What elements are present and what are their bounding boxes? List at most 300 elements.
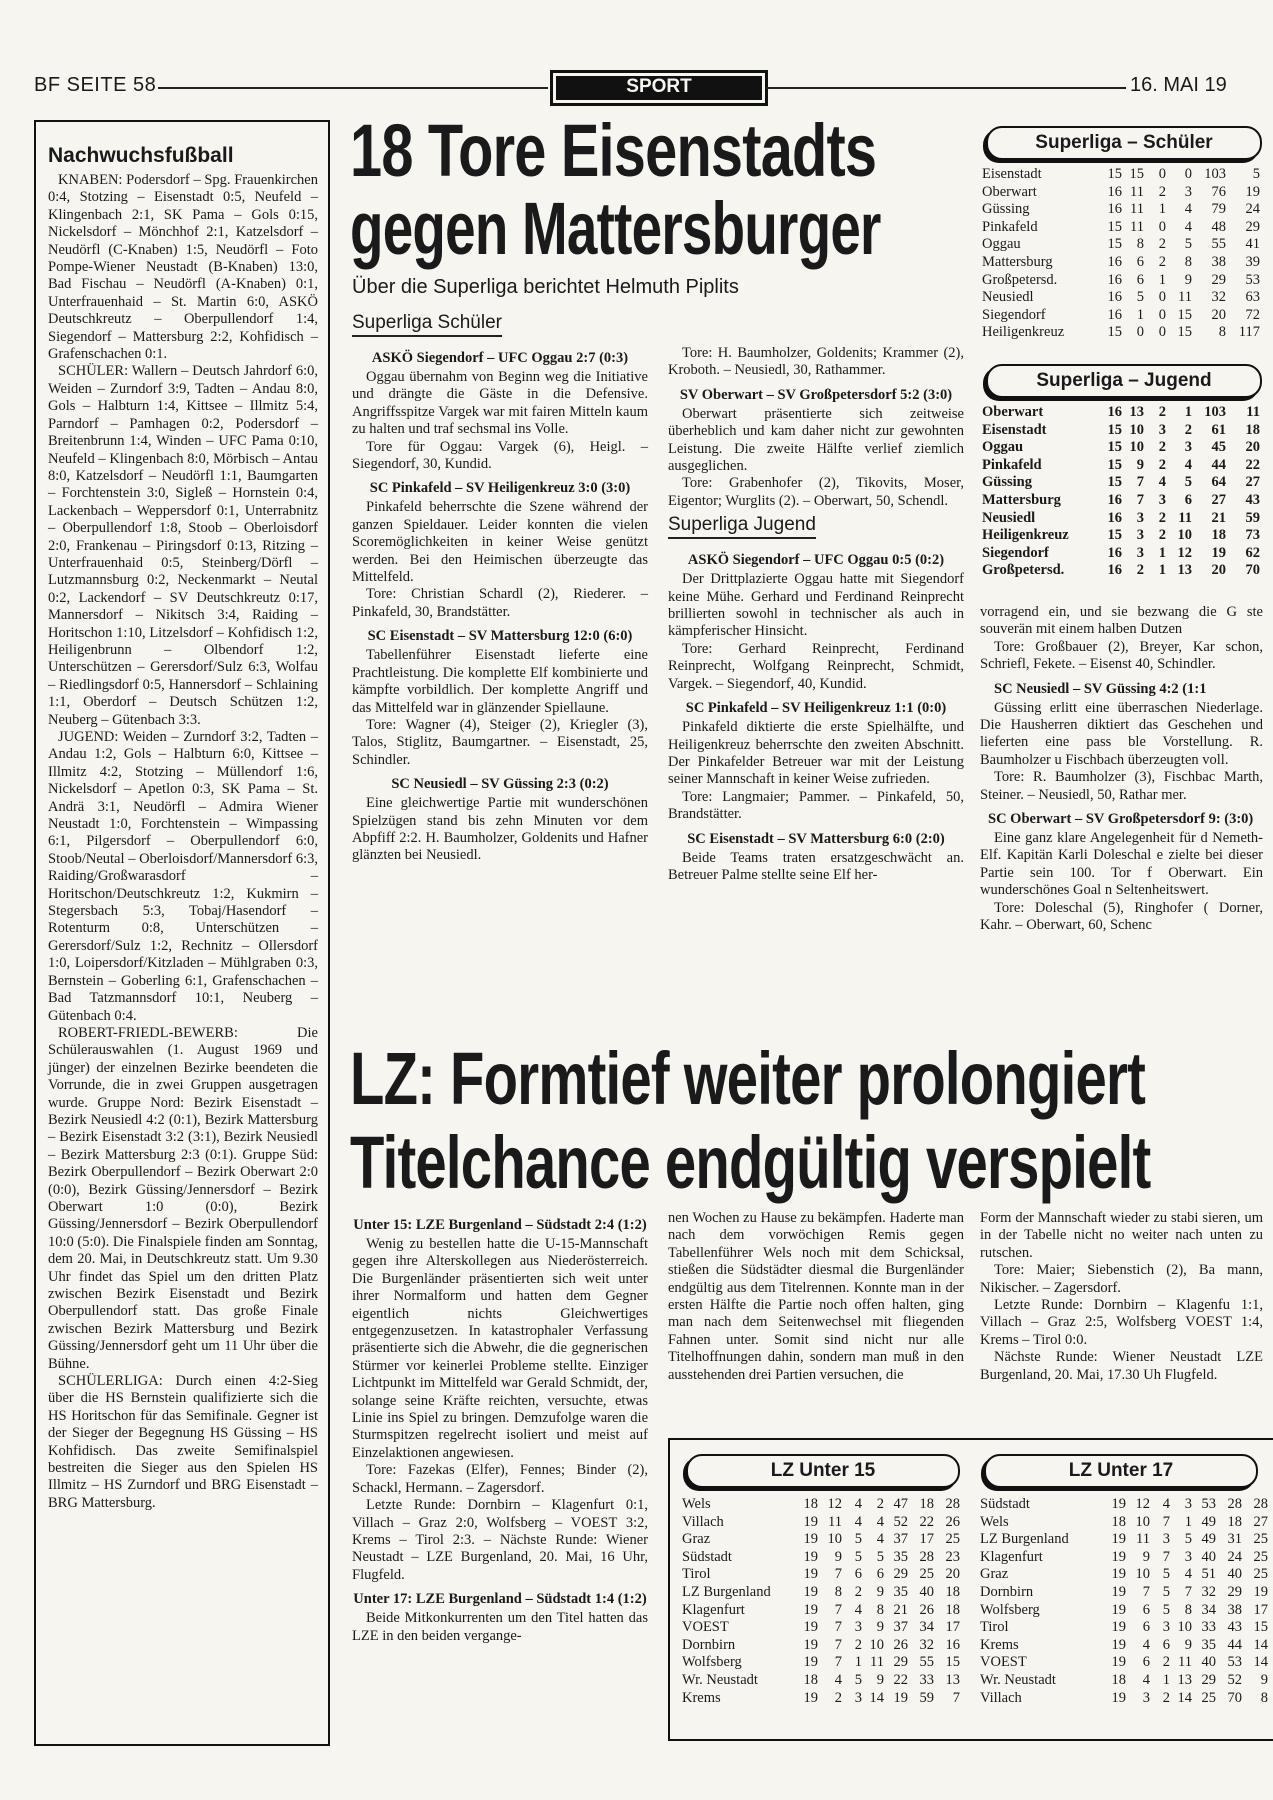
stat-cell: 28 bbox=[1253, 1496, 1268, 1512]
team-name: LZ Burgenland bbox=[980, 1531, 1069, 1548]
nachwuchs-jugend: JUGEND: Weiden – Zurndorf 3:2, Tadten – Andau 1:2, Gols – Halbturn 6:0, Kittsee – Illmitz 4:2, Stotzing – Müllendorf 1:6, Nickelsdorf – Apetlon 0:3, SK Pama – St. Andrä 3:1, Neudörfl – Admira Wiener Neustadt 1:0, Forchtenstein – Wimpassing 6:1, Pilgersdorf – Oberpullendorf 6:0, Stoob/Neutal – Oberloisdorf/Mannersdorf 6:3, Raiding/Großwarasdorf – Horitschon/Deutschkreutz 1:2, Kukmirn – Stegersbach 5:3, Tobaj/Hasendorf – Rotenturm 0:8, Unterschützen – Gerersdorf/Sulz 1:2, Rechnitz – Ollersdorf 1:0, Loipersdorf/Kitzladen – Mühlgraben 0:3, Bernstein – Goberling 6:1, Grafenschachen – Bad Tatzmannsdorf 10:1, Neuberg – Gütenbach 0:4. bbox=[48, 729, 318, 1024]
stat-cell: 35 bbox=[893, 1548, 908, 1565]
stat-cell: 8 bbox=[1136, 236, 1144, 253]
table-row bbox=[978, 1637, 1270, 1655]
team-name: Villach bbox=[682, 1513, 724, 1530]
stat-cell: 9 bbox=[1136, 456, 1144, 473]
team-name: Eisenstadt bbox=[982, 421, 1047, 438]
stat-cell: 29 bbox=[893, 1654, 908, 1671]
stat-cell: 18 bbox=[803, 1671, 818, 1688]
match-tore: Tore: H. Baumholzer, Goldenits; Krammer (2), Kroboth. – Neusiedl, 30, Rathammer. bbox=[668, 345, 964, 379]
stat-cell: 2 bbox=[834, 1689, 842, 1706]
stat-cell: 26 bbox=[945, 1513, 960, 1530]
team-name: Klagenfurt bbox=[682, 1601, 745, 1618]
stat-cell: 17 bbox=[919, 1531, 934, 1548]
stat-cell: 6 bbox=[876, 1566, 884, 1583]
team-name: Tirol bbox=[980, 1619, 1009, 1636]
stat-cell: 2 bbox=[1158, 439, 1166, 456]
stat-cell: 62 bbox=[1245, 544, 1260, 561]
stat-cell: 9 bbox=[1142, 1548, 1150, 1565]
stat-cell: 52 bbox=[893, 1513, 908, 1530]
match-head: SC Eisenstadt – SV Mattersburg 6:0 (2:0) bbox=[687, 830, 945, 847]
table-row bbox=[978, 1566, 1270, 1584]
stat-cell: 34 bbox=[919, 1619, 934, 1636]
stat-cell: 24 bbox=[1245, 201, 1260, 218]
team-name: Wels bbox=[682, 1496, 711, 1512]
match-text: Beide Teams traten ersatzgeschwächt an. Betreuer Palme stellte seine Elf her- bbox=[668, 849, 964, 883]
stat-cell: 52 bbox=[1227, 1671, 1242, 1688]
stat-cell: 17 bbox=[945, 1619, 960, 1636]
stat-cell: 18 bbox=[1111, 1513, 1126, 1530]
stat-cell: 16 bbox=[1107, 271, 1122, 288]
team-name: Großpetersd. bbox=[982, 271, 1058, 288]
team-name: Großpetersd. bbox=[982, 562, 1065, 579]
stat-cell: 15 bbox=[1107, 421, 1122, 438]
stat-cell: 2 bbox=[876, 1496, 884, 1512]
stat-cell: 3 bbox=[1136, 527, 1144, 544]
stat-cell: 1 bbox=[1184, 404, 1192, 420]
lz-tore: Tore: Fazekas (Elfer), Fennes; Binder (2), Schackl, Hermann. – Zagersdorf. bbox=[352, 1462, 648, 1496]
table-row bbox=[978, 1654, 1270, 1672]
stat-cell: 76 bbox=[1211, 183, 1226, 200]
stat-cell: 63 bbox=[1245, 289, 1260, 306]
stat-cell: 5 bbox=[876, 1548, 884, 1565]
stat-cell: 0 bbox=[1158, 306, 1166, 323]
stat-cell: 13 bbox=[1129, 404, 1144, 420]
stat-cell: 28 bbox=[1227, 1496, 1242, 1512]
stat-cell: 9 bbox=[1184, 1636, 1192, 1653]
stat-cell: 27 bbox=[1253, 1513, 1268, 1530]
stat-cell: 47 bbox=[893, 1496, 908, 1512]
stat-cell: 19 bbox=[1111, 1689, 1126, 1706]
table-row bbox=[980, 166, 1262, 184]
headline-1-line1: 18 Tore Eisenstadts bbox=[350, 109, 877, 192]
lz-text: Wenig zu bestellen hatte die U-15-Mannschaft gegen ihre Alterskollegen aus Niederösterreich. Die Burgenländer präsentierten sich weit unter ihrer Normalform und hatten dem Gegner eigentlich nichts Gleichwertiges entgegenzusetzen. In katastrophaler Verfassung präsentierte sich die Abwehr, die die gegnerischen Stürmer vor keinerlei Probleme stellte. Einziger Lichtpunkt im Mittelfeld war Gerald Schmidt, der, solange seine Kräfte reichten, versuchte, etwas Linie ins Spiel zu bringen. Demzufolge waren die Sturmspitzen regelrecht isoliert und meist auf Einzelaktionen angewiesen. bbox=[352, 1236, 648, 1461]
stat-cell: 5 bbox=[1252, 166, 1260, 182]
stat-cell: 20 bbox=[945, 1566, 960, 1583]
standings-table bbox=[680, 1496, 962, 1707]
team-name: Klagenfurt bbox=[980, 1548, 1043, 1565]
team-name: Oberwart bbox=[982, 404, 1044, 420]
team-name: Mattersburg bbox=[982, 253, 1053, 270]
stat-cell: 1 bbox=[1136, 306, 1144, 323]
stat-cell: 6 bbox=[1136, 253, 1144, 270]
stat-cell: 15 bbox=[1107, 166, 1122, 182]
stat-cell: 9 bbox=[1184, 271, 1192, 288]
table-row bbox=[978, 1584, 1270, 1602]
match-text: Pinkafeld beherrschte die Szene während der ganzen Spieldauer. Leider konnten die vielen Scoremöglichkeiten in keiner Weise genützt werden. Bei den Heimischen überzeugte das Mittelfeld. bbox=[352, 499, 648, 586]
stat-cell: 29 bbox=[1201, 1671, 1216, 1688]
team-name: Güssing bbox=[982, 201, 1030, 218]
stat-cell: 117 bbox=[1238, 324, 1260, 341]
stat-cell: 10 bbox=[1135, 1513, 1150, 1530]
stat-cell: 2 bbox=[854, 1583, 862, 1600]
table-row bbox=[980, 404, 1262, 422]
team-name: Krems bbox=[980, 1636, 1019, 1653]
match-head: Unter 15: LZE Burgenland – Südstadt 2:4 (1:2) bbox=[353, 1217, 647, 1233]
stat-cell: 37 bbox=[893, 1619, 908, 1636]
stat-cell: 73 bbox=[1245, 527, 1260, 544]
stat-cell: 11 bbox=[1130, 201, 1144, 218]
stat-cell: 16 bbox=[1107, 491, 1122, 508]
nachwuchs-box bbox=[34, 120, 330, 1746]
stat-cell: 43 bbox=[1227, 1619, 1242, 1636]
nachwuchs-knaben: KNABEN: Podersdorf – Spg. Frauenkirchen 0:4, Stotzing – Eisenstadt 0:5, Neufeld – Klingenbach 2:1, SK Pama – Gols 0:15, Nickelsdorf – Mönchhof 2:1, Katzelsdorf – Neudörfl (C-Knaben) 1:5, Neudörfl – Foto Pompe-Wiener Neustadt (B-Knaben) 13:0, Bad Fischau – Neudörfl (A-Knaben) 0:1, Unterfrauenhaid – St. Martin 6:0, ASKÖ Deutschkreutz – Oberpullendorf 1:4, Siegendorf – Mattersburg 2:2, Kohfidisch – Grafenschachen 0:1. bbox=[48, 172, 318, 363]
stat-cell: 18 bbox=[945, 1583, 960, 1600]
match-head: SC Pinkafeld – SV Heiligenkreuz 3:0 (3:0) bbox=[369, 480, 631, 497]
stat-cell: 18 bbox=[1211, 527, 1226, 544]
stat-cell: 25 bbox=[919, 1566, 934, 1583]
table-row bbox=[680, 1549, 962, 1567]
stat-cell: 18 bbox=[803, 1496, 818, 1512]
stat-cell: 26 bbox=[893, 1636, 908, 1653]
table-row bbox=[980, 184, 1262, 202]
match-tore: Tore: Grabenhofer (2), Tikovits, Moser, Eigentor; Wurglits (2). – Oberwart, 50, Schendl. bbox=[668, 475, 964, 509]
team-name: Dornbirn bbox=[682, 1636, 736, 1653]
stat-cell: 15 bbox=[945, 1654, 960, 1671]
lz-text: Form der Mannschaft wieder zu stabi sieren, um in der Tabelle nicht no weiter nach unten zu rutschen. bbox=[980, 1210, 1263, 1261]
team-name: Wolfsberg bbox=[980, 1601, 1040, 1618]
stat-cell: 19 bbox=[1111, 1531, 1126, 1548]
table-row bbox=[980, 545, 1262, 563]
stat-cell: 25 bbox=[1253, 1531, 1268, 1548]
table-row bbox=[680, 1637, 962, 1655]
stat-cell: 33 bbox=[919, 1671, 934, 1688]
headline-1-line2: gegen Mattersburger bbox=[350, 187, 881, 270]
stat-cell: 20 bbox=[1211, 306, 1226, 323]
stat-cell: 70 bbox=[1245, 562, 1260, 579]
lz-runde: Letzte Runde: Dornbirn – Klagenfu 1:1, Villach – Graz 2:5, Wolfsberg VOEST 1:4, Krems – Tirol 0:0. bbox=[980, 1297, 1263, 1348]
stat-cell: 2 bbox=[1158, 183, 1166, 200]
table-row bbox=[980, 492, 1262, 510]
table-row bbox=[978, 1619, 1270, 1637]
table-row bbox=[980, 510, 1262, 528]
stat-cell: 19 bbox=[803, 1654, 818, 1671]
stat-cell: 22 bbox=[893, 1671, 908, 1688]
stat-cell: 7 bbox=[834, 1654, 842, 1671]
stat-cell: 43 bbox=[1245, 491, 1260, 508]
table-schueler bbox=[980, 126, 1262, 342]
stat-cell: 19 bbox=[1111, 1496, 1126, 1512]
stat-cell: 53 bbox=[1201, 1496, 1216, 1512]
match-text: Pinkafeld diktierte die erste Spielhälfte, und Heiligenkreuz beherrschte den zweiten Abschnitt. Der Pinkafelder Betreuer war mit der Leistung seiner Mannschaft in keiner Weise zufrieden. bbox=[668, 719, 964, 788]
match-head: SC Neusiedl – SV Güssing 4:2 (1:1 bbox=[994, 680, 1207, 697]
stat-cell: 8 bbox=[1260, 1689, 1268, 1706]
stat-cell: 16 bbox=[1107, 562, 1122, 579]
table-title: LZ Unter 15 bbox=[686, 1454, 960, 1488]
table-title: Superliga – Jugend bbox=[986, 364, 1262, 398]
stat-cell: 19 bbox=[1211, 544, 1226, 561]
lz-text: nen Wochen zu Hause zu bekämpfen. Haderte man nach dem vorwöchigen Remis gegen Tabellenführer Wels noch mit dem Schicksal, stießen die Südstädter diesmal die Burgenländer endgültig aus dem Titelrennen. Konnte man in der ersten Hälfte die Partie noch offen halten, ging man nach dem Seitenwechsel mit fliegenden Fahnen unter. Somit sind nicht nur alle Titelhoffnungen dahin, sondern man muß in den ausstehenden drei Partien versuchen, die bbox=[668, 1210, 964, 1383]
stat-cell: 41 bbox=[1245, 236, 1260, 253]
lz-col-2 bbox=[668, 1210, 964, 1384]
stat-cell: 51 bbox=[1201, 1566, 1216, 1583]
table-row bbox=[980, 439, 1262, 457]
stat-cell: 19 bbox=[803, 1513, 818, 1530]
stat-cell: 39 bbox=[1245, 253, 1260, 270]
stat-cell: 7 bbox=[1184, 1583, 1192, 1600]
table-row bbox=[680, 1672, 962, 1690]
stat-cell: 13 bbox=[1177, 1671, 1192, 1688]
team-name: Siegendorf bbox=[982, 544, 1049, 561]
table-row bbox=[980, 254, 1262, 272]
match-text: Eine gleichwertige Partie mit wunderschönen Spielzügen stand bis zehn Minuten vor dem Abpfiff 2:2. H. Baumholzer, Goldenits und Hafner glänzten bei Neusiedl. bbox=[352, 795, 648, 864]
stat-cell: 3 bbox=[1158, 421, 1166, 438]
stat-cell: 20 bbox=[1211, 562, 1226, 579]
stat-cell: 19 bbox=[1111, 1583, 1126, 1600]
table-row bbox=[980, 307, 1262, 325]
stat-cell: 19 bbox=[893, 1689, 908, 1706]
stat-cell: 16 bbox=[1107, 289, 1122, 306]
stat-cell: 3 bbox=[1184, 439, 1192, 456]
stat-cell: 13 bbox=[945, 1671, 960, 1688]
stat-cell: 49 bbox=[1201, 1513, 1216, 1530]
match-tore: Tore für Oggau: Vargek (6), Heigl. – Siegendorf, 30, Kundid. bbox=[352, 438, 648, 473]
stat-cell: 19 bbox=[1111, 1654, 1126, 1671]
stat-cell: 4 bbox=[1184, 218, 1192, 235]
table-row bbox=[680, 1619, 962, 1637]
stat-cell: 3 bbox=[1162, 1531, 1170, 1548]
stat-cell: 11 bbox=[828, 1513, 842, 1530]
page-number: BF SEITE 58 bbox=[34, 74, 157, 96]
table-row bbox=[978, 1602, 1270, 1620]
table-row bbox=[980, 562, 1262, 580]
stat-cell: 25 bbox=[1253, 1548, 1268, 1565]
stat-cell: 5 bbox=[1162, 1583, 1170, 1600]
table-row bbox=[680, 1690, 962, 1708]
stat-cell: 6 bbox=[1184, 491, 1192, 508]
table-row bbox=[980, 236, 1262, 254]
stat-cell: 103 bbox=[1204, 404, 1226, 420]
match-text: Oberwart präsentierte sich zeitweise überheblich und kam daher nicht zur gewohnten Leistung. Die zweite Hälfte verlief ziemlich ausgeglichen. bbox=[668, 405, 964, 475]
stat-cell: 5 bbox=[1162, 1566, 1170, 1583]
stat-cell: 4 bbox=[1142, 1636, 1150, 1653]
stat-cell: 16 bbox=[1107, 253, 1122, 270]
stat-cell: 10 bbox=[827, 1531, 842, 1548]
stat-cell: 29 bbox=[1211, 271, 1226, 288]
stat-cell: 11 bbox=[1130, 183, 1144, 200]
stat-cell: 11 bbox=[1136, 1531, 1150, 1548]
team-name: Tirol bbox=[682, 1566, 711, 1583]
stat-cell: 18 bbox=[945, 1601, 960, 1618]
stat-cell: 10 bbox=[1177, 527, 1192, 544]
stat-cell: 3 bbox=[1136, 544, 1144, 561]
stat-cell: 6 bbox=[854, 1566, 862, 1583]
stat-cell: 53 bbox=[1227, 1654, 1242, 1671]
stat-cell: 15 bbox=[1107, 527, 1122, 544]
match-head: SC Neusiedl – SV Güssing 2:3 (0:2) bbox=[391, 776, 609, 793]
team-name: VOEST bbox=[682, 1619, 729, 1636]
team-name: Wolfsberg bbox=[682, 1654, 742, 1671]
stat-cell: 27 bbox=[1245, 474, 1260, 491]
table-row bbox=[980, 289, 1262, 307]
stat-cell: 6 bbox=[1136, 271, 1144, 288]
stat-cell: 55 bbox=[919, 1654, 934, 1671]
table-row bbox=[980, 457, 1262, 475]
stat-cell: 4 bbox=[834, 1671, 842, 1688]
stat-cell: 35 bbox=[1201, 1636, 1216, 1653]
stat-cell: 37 bbox=[893, 1531, 908, 1548]
stat-cell: 9 bbox=[876, 1619, 884, 1636]
nachwuchs-friedl: ROBERT-FRIEDL-BEWERB: Die Schülerauswahlen (1. August 1969 und jünger) der einzelnen Bezirke beendeten die Vorrunde, die in zwei Gruppen ausgetragen wurde. Gruppe Nord: Bezirk Eisenstadt – Bezirk Neusiedl 4:2 (0:1), Bezirk Mattersburg – Bezirk Eisenstadt 3:2 (3:1), Bezirk Neusiedl – Bezirk Mattersburg 2:3 (0:1). Gruppe Süd: Bezirk Oberpullendorf – Bezirk Oberwart 2:0 (0:0), Bezirk Güssing/Jennersdorf – Bezirk Oberwart 1:0 (0:0), Bezirk Güssing/Jennersdorf – Bezirk Oberpullendorf 10:0 (5:0). Die Finalspiele finden am Sonntag, dem 20. Mai, in Deutschkreutz statt. Um 9.30 Uhr findet das Spiel um den dritten Platz zwischen Bezirk Eisenstadt und Bezirk Oberpullendorf statt. Das große Finale zwischen Bezirk Mattersburg und Bezirk Güssing/Jennersdorf geht um 11 Uhr über die Bühne. bbox=[48, 1024, 318, 1372]
stat-cell: 8 bbox=[1184, 1601, 1192, 1618]
stat-cell: 15 bbox=[1107, 218, 1122, 235]
stat-cell: 3 bbox=[1162, 1619, 1170, 1636]
header-rule-left bbox=[158, 87, 548, 89]
match-tore: Tore: Großbauer (2), Breyer, Kar schon, Schriefl, Fekete. – Eisenst 40, Schindler. bbox=[980, 638, 1263, 673]
stat-cell: 2 bbox=[1184, 421, 1192, 438]
stat-cell: 32 bbox=[919, 1636, 934, 1653]
stat-cell: 19 bbox=[803, 1619, 818, 1636]
team-name: Villach bbox=[980, 1689, 1022, 1706]
stat-cell: 19 bbox=[803, 1601, 818, 1618]
team-name: Graz bbox=[682, 1531, 711, 1548]
stat-cell: 19 bbox=[1111, 1619, 1126, 1636]
stat-cell: 29 bbox=[893, 1566, 908, 1583]
stat-cell: 3 bbox=[854, 1689, 862, 1706]
stat-cell: 15 bbox=[1107, 439, 1122, 456]
table-row bbox=[980, 272, 1262, 290]
stat-cell: 19 bbox=[803, 1689, 818, 1706]
nachwuchs-schuelerliga: SCHÜLERLIGA: Durch einen 4:2-Sieg über die HS Bernstein qualifizierte sich die HS Horitschon für das Semifinale. Gegner ist der Sieger der Begegnung HS Güssing – HS Kohfidisch. Das zweite Semifinalspiel bestreiten die Sieger aus den Spielen HS Illmitz – HS Zurndorf und BRG Eisenstadt – BRG Mattersburg. bbox=[48, 1373, 318, 1511]
stat-cell: 3 bbox=[1136, 509, 1144, 526]
stat-cell: 14 bbox=[1253, 1636, 1268, 1653]
stat-cell: 59 bbox=[919, 1689, 934, 1706]
stat-cell: 3 bbox=[1142, 1689, 1150, 1706]
lz-col-3 bbox=[980, 1210, 1263, 1384]
stat-cell: 11 bbox=[1246, 404, 1260, 420]
stat-cell: 21 bbox=[893, 1601, 908, 1618]
stat-cell: 4 bbox=[1184, 1566, 1192, 1583]
stat-cell: 40 bbox=[1227, 1566, 1242, 1583]
stat-cell: 14 bbox=[1253, 1654, 1268, 1671]
stat-cell: 14 bbox=[1177, 1689, 1192, 1706]
match-head: Unter 17: LZE Burgenland – Südstadt 1:4 (1:2) bbox=[353, 1591, 647, 1608]
stat-cell: 28 bbox=[919, 1548, 934, 1565]
stat-cell: 7 bbox=[1136, 474, 1144, 491]
stat-cell: 12 bbox=[827, 1496, 842, 1512]
team-name: LZ Burgenland bbox=[682, 1583, 771, 1600]
match-text: Der Drittplazierte Oggau hatte mit Siegendorf keine Mühe. Gerhard und Ferdinand Reinprecht brillierten sowohl in technischer als auch in kämpferischer Hinsicht. bbox=[668, 571, 964, 640]
stat-cell: 22 bbox=[919, 1513, 934, 1530]
stat-cell: 38 bbox=[1211, 253, 1226, 270]
team-name: Wels bbox=[980, 1513, 1009, 1530]
nachwuchs-title: Nachwuchsfußball bbox=[48, 144, 234, 167]
stat-cell: 7 bbox=[1162, 1548, 1170, 1565]
stat-cell: 0 bbox=[1158, 324, 1166, 341]
stat-cell: 11 bbox=[1178, 509, 1192, 526]
team-name: Oggau bbox=[982, 236, 1021, 253]
table-u17 bbox=[978, 1454, 1273, 1707]
team-name: Oggau bbox=[982, 439, 1024, 456]
stat-cell: 16 bbox=[1107, 306, 1122, 323]
stat-cell: 1 bbox=[1184, 1513, 1192, 1530]
stat-cell: 9 bbox=[1260, 1671, 1268, 1688]
stat-cell: 1 bbox=[1158, 562, 1166, 579]
stat-cell: 12 bbox=[1135, 1496, 1150, 1512]
stat-cell: 2 bbox=[1162, 1654, 1170, 1671]
stat-cell: 19 bbox=[803, 1583, 818, 1600]
stat-cell: 7 bbox=[952, 1689, 960, 1706]
stat-cell: 9 bbox=[876, 1583, 884, 1600]
stat-cell: 7 bbox=[834, 1566, 842, 1583]
stat-cell: 10 bbox=[1129, 421, 1144, 438]
match-tore: Tore: Christian Schardl (2), Riederer. – Pinkafeld, 30, Brandstätter. bbox=[352, 586, 648, 620]
team-name: Südstadt bbox=[980, 1496, 1030, 1512]
stat-cell: 4 bbox=[1184, 456, 1192, 473]
stat-cell: 5 bbox=[854, 1531, 862, 1548]
stat-cell: 2 bbox=[1136, 562, 1144, 579]
stat-cell: 40 bbox=[919, 1583, 934, 1600]
match-head: ASKÖ Siegendorf – UFC Oggau 2:7 (0:3) bbox=[371, 350, 629, 366]
table-row bbox=[980, 422, 1262, 440]
stat-cell: 4 bbox=[1162, 1496, 1170, 1512]
team-name: Südstadt bbox=[682, 1548, 732, 1565]
stat-cell: 12 bbox=[1177, 544, 1192, 561]
stat-cell: 72 bbox=[1245, 306, 1260, 323]
team-name: Krems bbox=[682, 1689, 721, 1706]
stat-cell: 48 bbox=[1211, 218, 1226, 235]
stat-cell: 1 bbox=[1162, 1671, 1170, 1688]
table-title: LZ Unter 17 bbox=[984, 1454, 1258, 1488]
stat-cell: 20 bbox=[1245, 439, 1260, 456]
table-row bbox=[978, 1690, 1270, 1708]
lz-tore: Tore: Maier; Siebenstich (2), Ba mann, Nikischer. – Zagersdorf. bbox=[980, 1262, 1263, 1296]
team-name: Güssing bbox=[982, 474, 1032, 491]
stat-cell: 10 bbox=[869, 1636, 884, 1653]
stat-cell: 18 bbox=[1227, 1513, 1242, 1530]
stat-cell: 59 bbox=[1245, 509, 1260, 526]
match-head: ASKÖ Siegendorf – UFC Oggau 0:5 (0:2) bbox=[687, 552, 945, 569]
stat-cell: 3 bbox=[1184, 183, 1192, 200]
stat-cell: 6 bbox=[1142, 1654, 1150, 1671]
table-row bbox=[980, 201, 1262, 219]
stat-cell: 40 bbox=[1201, 1654, 1216, 1671]
team-name: Wr. Neustadt bbox=[980, 1671, 1056, 1688]
stat-cell: 4 bbox=[1142, 1671, 1150, 1688]
table-row bbox=[978, 1672, 1270, 1690]
stat-cell: 11 bbox=[870, 1654, 884, 1671]
stat-cell: 11 bbox=[1178, 289, 1192, 306]
headline-1-byline: Über die Superliga berichtet Helmuth Piplits bbox=[352, 276, 739, 298]
stat-cell: 18 bbox=[919, 1496, 934, 1512]
stat-cell: 1 bbox=[854, 1654, 862, 1671]
stat-cell: 2 bbox=[1162, 1689, 1170, 1706]
table-row bbox=[680, 1584, 962, 1602]
stat-cell: 19 bbox=[803, 1548, 818, 1565]
lz-text: Beide Mitkonkurrenten um den Titel hatten das LZE in den beiden vergange- bbox=[352, 1610, 648, 1644]
stat-cell: 70 bbox=[1227, 1689, 1242, 1706]
stat-cell: 33 bbox=[1201, 1619, 1216, 1636]
stat-cell: 15 bbox=[1253, 1619, 1268, 1636]
stat-cell: 5 bbox=[854, 1671, 862, 1688]
stat-cell: 16 bbox=[1107, 201, 1122, 218]
headline-2-line1: LZ: Formtief weiter prolongiert bbox=[350, 1037, 1146, 1120]
stat-cell: 26 bbox=[919, 1601, 934, 1618]
team-name: Oberwart bbox=[982, 183, 1037, 200]
stat-cell: 11 bbox=[1178, 1654, 1192, 1671]
stat-cell: 2 bbox=[1158, 404, 1166, 420]
stat-cell: 18 bbox=[1111, 1671, 1126, 1688]
team-name: Pinkafeld bbox=[982, 456, 1042, 473]
team-name: Neusiedl bbox=[982, 509, 1036, 526]
stat-cell: 10 bbox=[1129, 439, 1144, 456]
stat-cell: 7 bbox=[834, 1601, 842, 1618]
subhead-superliga-jugend: Superliga Jugend bbox=[668, 514, 816, 539]
table-row bbox=[680, 1654, 962, 1672]
team-name: Wr. Neustadt bbox=[682, 1671, 758, 1688]
article-col-2 bbox=[352, 308, 648, 865]
